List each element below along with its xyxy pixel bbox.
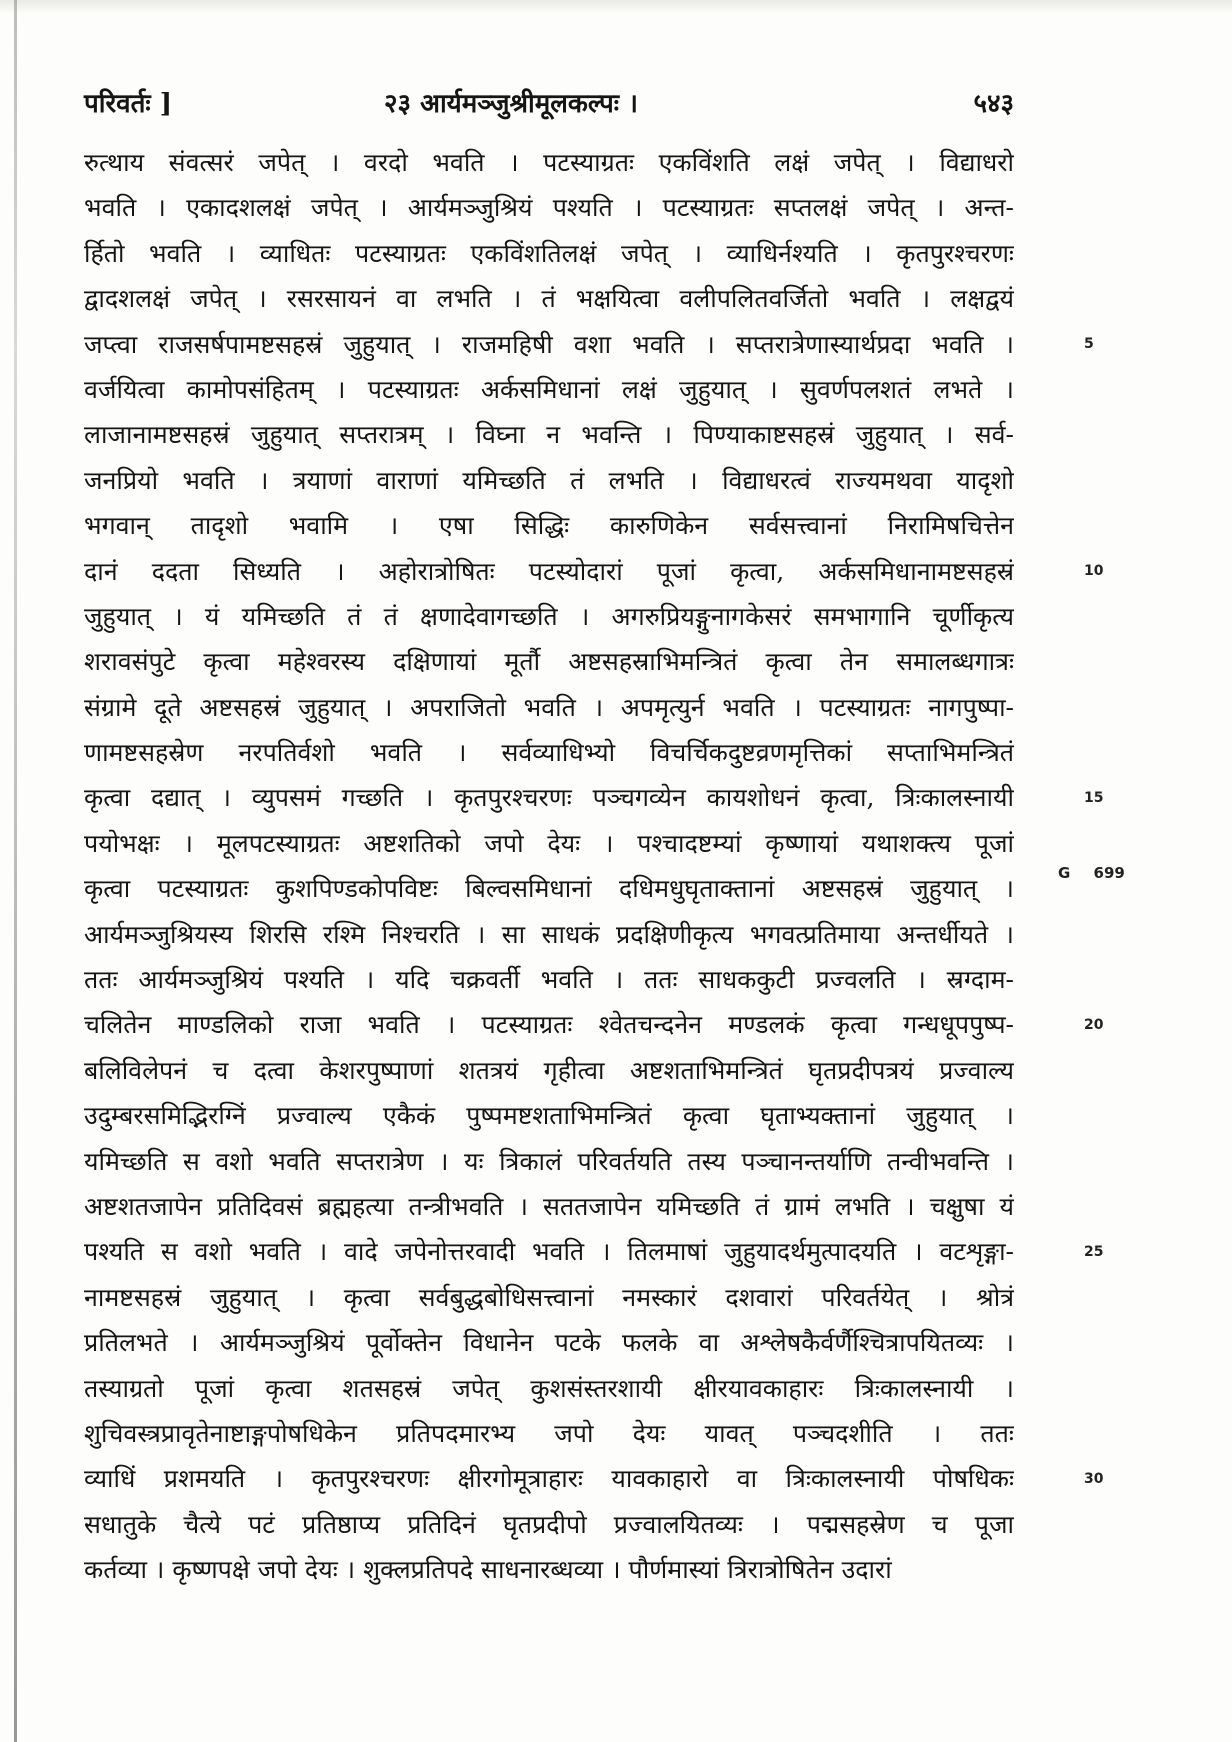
running-header [84, 84, 1014, 128]
header-title: २३ आर्यमञ्जुश्रीमूलकल्पः । [384, 89, 638, 119]
text-line: वर्जयित्वा कामोपसंहितम् । पटस्याग्रतः अर्कसमिधानां लक्षं जुहुयात् । सुवर्णपलशतं लभते । [84, 374, 1014, 404]
margin-reference: G 699 [1058, 864, 1125, 882]
text-line: बलिविलेपनं च दत्वा केशरपुष्पाणां शतत्रयं गृहीत्वा अष्टशताभिमन्त्रितं घृतप्रदीपत्रयं प्रज्वाल्य [84, 1055, 1014, 1085]
text-line: णामष्टसहस्रेण नरपतिर्वशो भवति । सर्वव्याधिभ्यो विचर्चिकदुष्टव्रणमृत्तिकां सप्ताभिमन्त्रितं [84, 738, 1014, 768]
text-line: पयोभक्षः । मूलपटस्याग्रतः अष्टशतिको जपो देयः । पश्चादष्टम्यां कृष्णायां यथाशक्त्य पूजां [84, 828, 1014, 858]
text-line: लाजानामष्टसहस्रं जुहुयात् सप्तरात्रम् । विघ्ना न भवन्ति । पिण्याकाष्टसहस्रं जुहुयात् । सर्व- [84, 420, 1014, 450]
text-line: जप्त्वा राजसर्षपामष्टसहस्रं जुहुयात् । राजमहिषी वशा भवति । सप्तरात्रेणास्यार्थप्रदा भवति । [84, 329, 1014, 359]
text-line: प्रतिलभते । आर्यमञ्जुश्रियं पूर्वोक्तेन विधानेन पटके फलके वा अश्लेषकैर्वर्णैश्चित्रापयितव्यः । [84, 1328, 1014, 1358]
text-line: संग्रामे दूते अष्टसहस्रं जुहुयात् । अपराजितो भवति । अपमृत्युर्न भवति । पटस्याग्रतः नागपुष्पा- [84, 692, 1014, 722]
page-number: ५४३ [973, 89, 1014, 119]
text-line: पश्यति स वशो भवति । वादे जपेनोत्तरवादी भवति । तिलमाषां जुहुयादर्थमुत्पादयति । वटशृङ्गा- [84, 1237, 1014, 1267]
line-number: 10 [1084, 562, 1104, 579]
text-line: शरावसंपुटे कृत्वा महेश्वरस्य दक्षिणायां मूर्तौ अष्टसहस्राभिमन्त्रितं कृत्वा तेन समालब्धगात्रः [84, 647, 1014, 677]
header-section: परिवर्तः ] [84, 89, 173, 119]
text-line: जुहुयात् । यं यमिच्छति तं तं क्षणादेवागच्छति । अगरुप्रियङ्गुनागकेसरं समभागानि चूर्णीकृत्य [84, 601, 1014, 631]
text-line: जनप्रियो भवति । त्रयाणां वाराणां यमिच्छति तं लभति । विद्याधरत्वं राज्यमथवा यादृशो [84, 465, 1014, 495]
page-top-edge [0, 0, 1232, 14]
text-line: रुत्थाय संवत्सरं जपेत् । वरदो भवति । पटस्याग्रतः एकविंशति लक्षं जपेत् । विद्याधरो [84, 148, 1014, 177]
text-line: अष्टशतजापेन प्रतिदिवसं ब्रह्महत्या तन्त्रीभवति । सततजापेन यमिच्छति तं ग्रामं लभति । चक्षुषा यं [84, 1191, 1014, 1221]
text-line: शुचिवस्त्रप्रावृतेनाष्टाङ्गपोषधिकेन प्रतिपदमारभ्य जपो देयः यावत् पञ्चदशीति । ततः [84, 1418, 1014, 1448]
text-line: कृत्वा पटस्याग्रतः कुशपिण्डकोपविष्टः बिल्वसमिधानां दधिमधुघृताक्तानां अष्टसहस्रं जुहुयात् । [84, 874, 1014, 904]
line-number: 25 [1084, 1243, 1104, 1260]
text-line: सधातुके चैत्ये पटं प्रतिष्ठाप्य प्रतिदिनं घृतप्रदीपो प्रज्वालयितव्यः । पद्मसहस्रेण च पूजा [84, 1509, 1014, 1539]
text-line: चलितेन माण्डलिको राजा भवति । पटस्याग्रतः श्वेतचन्दनेन मण्डलकं कृत्वा गन्धधूपपुष्प- [84, 1010, 1014, 1040]
line-number: 15 [1084, 789, 1104, 806]
text-line: कर्तव्या । कृष्णपक्षे जपो देयः । शुक्लप्रतिपदे साधनारब्धव्या । पौर्णमास्यां त्रिरात्रोषितेन उदारां [84, 1555, 892, 1585]
binding-shadow [14, 0, 17, 1742]
text-line: र्हितो भवति । व्याधितः पटस्याग्रतः एकविंशतिलक्षं जपेत् । व्याधिर्नश्यति । कृतपुरश्चरणः [84, 238, 1014, 268]
text-line: भवति । एकादशलक्षं जपेत् । आर्यमञ्जुश्रियं पश्यति । पटस्याग्रतः सप्तलक्षं जपेत् । अन्त- [84, 193, 1014, 223]
text-line: उदुम्बरसमिद्भिरग्निं प्रज्वाल्य एकैकं पुष्पमष्टशताभिमन्त्रितं कृत्वा घृताभ्यक्तानां जुहुयात् । [84, 1101, 1014, 1131]
text-line: द्वादशलक्षं जपेत् । रसरसायनं वा लभति । तं भक्षयित्वा वलीपलितवर्जितो भवति । लक्षद्वयं [84, 284, 1014, 314]
text-line: आर्यमञ्जुश्रियस्य शिरसि रश्मि निश्चरति । सा साधकं प्रदक्षिणीकृत्य भगवत्प्रतिमाया अन्तर्धीयते । [84, 919, 1014, 949]
text-line: तस्याग्रतो पूजां कृत्वा शतसहस्रं जपेत् कुशसंस्तरशायी क्षीरयावकाहारः त्रिःकालस्नायी । [84, 1373, 1014, 1403]
line-number: 5 [1084, 335, 1094, 352]
text-line: भगवान् तादृशो भवामि । एषा सिद्धिः कारुणिकेन सर्वसत्त्वानां निरामिषचित्तेन [84, 511, 1014, 541]
line-number: 30 [1084, 1470, 1104, 1487]
text-line: नामष्टसहस्रं जुहुयात् । कृत्वा सर्वबुद्धबोधिसत्त्वानां नमस्कारं दशवारां परिवर्तयेत् । श्रोत्रं [84, 1282, 1014, 1312]
text-line: यमिच्छति स वशो भवति सप्तरात्रेण । यः त्रिकालं परिवर्तयति तस्य पञ्चानन्तर्याणि तन्वीभवन्ति । [84, 1146, 1014, 1176]
text-line: कृत्वा दद्यात् । व्युपसमं गच्छति । कृतपुरश्चरणः पञ्चगव्येन कायशोधनं कृत्वा, त्रिःकालस्नायी [84, 783, 1014, 813]
line-number: 20 [1084, 1016, 1104, 1033]
text-line: व्याधिं प्रशमयति । कृतपुरश्चरणः क्षीरगोमूत्राहारः यावकाहारो वा त्रिःकालस्नायी पोषधिकः [84, 1464, 1014, 1494]
text-line: दानं ददता सिध्यति । अहोरात्रोषितः पटस्योदारां पूजां कृत्वा, अर्कसमिधानामष्टसहस्रं [84, 556, 1014, 586]
text-line: ततः आर्यमञ्जुश्रियं पश्यति । यदि चक्रवर्ती भवति । ततः साधककुटी प्रज्वलति । स्रग्दाम- [84, 965, 1014, 995]
